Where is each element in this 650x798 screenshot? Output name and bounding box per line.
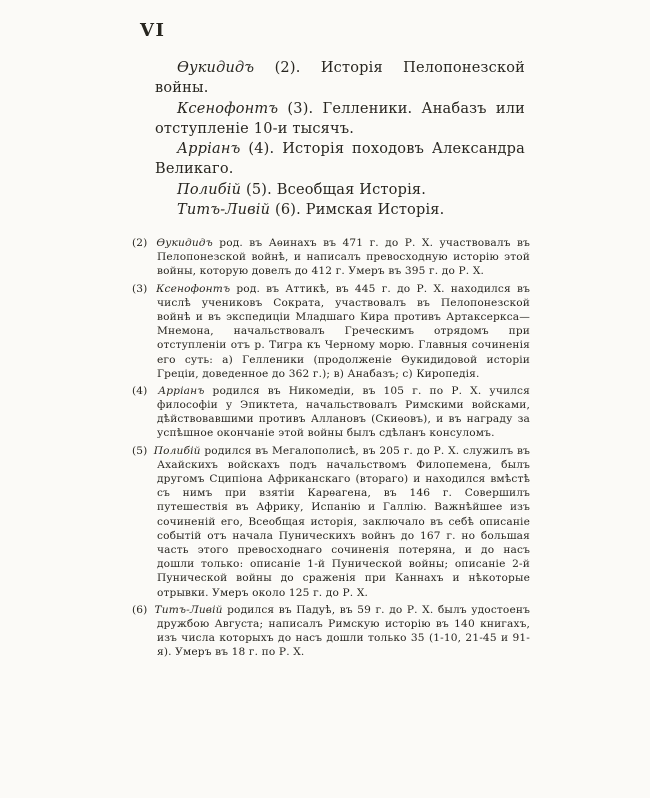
entry-text: Гелленики. Анабазъ или отступленіе 10-и тысячъ.	[155, 100, 526, 137]
entry-ref: (3).	[287, 100, 314, 117]
entry-text: Исторія походовъ Александра Великаго.	[155, 141, 526, 178]
entry-text: Всеобщая Исторія.	[276, 181, 427, 198]
author-name: Полибій	[177, 181, 242, 198]
footnote-author: Ѳукидидъ	[156, 237, 213, 249]
footnote-marker: (3)	[132, 282, 148, 295]
entry	[155, 139, 525, 180]
footnote-author: Ксенофонтъ	[156, 282, 231, 295]
footnote-text: родился въ Мегалополисѣ, въ 205 г. до Р. Х. служилъ въ Ахайскихъ войскахъ подъ начальствомъ Филопемена, былъ другомъ Сципіона Африканскаго (втораго) и находился вмѣстѣ съ нимъ при взятіи Карѳагена, въ 146 г. Совершилъ путешествія въ Африку, Испанію и Галлію. Важнѣйшее изъ сочиненій его, Всеобщая исторія, заключало въ себѣ описаніе событій отъ начала Пуническихъ войнъ до 167 г. но большая часть этого превосходнаго сочиненія потеряна, и до насъ дошли только: описаніе 1-й Пунической войны; описаніе 2-й Пунической войны до сраженія при Каннахъ и нѣкоторые отрывки. Умеръ около 125 г. до Р. Х.	[157, 444, 530, 599]
entry	[155, 200, 525, 220]
author-name: Ксенофонтъ	[177, 100, 279, 117]
footnote-author: Титъ-Ливій	[154, 603, 223, 616]
footnote-text: род. въ Аѳинахъ въ 471 г. до Р. Х. участвовалъ въ Пелопонезской войнѣ, и написалъ превосходную исторію этой войны, которую довелъ до 412 г. Умеръ въ 395 г. до Р. Х.	[157, 237, 530, 278]
footnote-marker: (2)	[132, 237, 148, 249]
author-name: Арріанъ	[177, 141, 241, 158]
entry-text: Римская Исторія.	[305, 202, 445, 219]
entry-ref: (2).	[274, 60, 301, 76]
footnote-author: Полибій	[153, 444, 201, 457]
footnote-marker: (6)	[132, 603, 148, 616]
entry-ref: (4).	[248, 141, 275, 158]
footnote-text: родился въ Никомедіи, въ 105 г. по Р. Х. учился философіи у Эпиктета, начальствовалъ Римскими войсками, дѣйствовавшими противъ Аллановъ (Скиѳовъ), и въ награду за успѣшное окончаніе этой войны былъ сдѣланъ консуломъ.	[157, 384, 530, 440]
footnotes-block	[132, 236, 530, 662]
author-name: Ѳукидидъ	[177, 60, 255, 76]
entry-ref: (5).	[246, 181, 272, 198]
footnote	[132, 282, 530, 381]
footnote-text: род. въ Аттикѣ, въ 445 г. до Р. Х. находился въ числѣ учениковъ Сократа, участвовалъ въ Пелопонезской войнѣ и въ экспедиціи Младшаго Кира противъ Артаксеркса—Мнемона, начальствовалъ Греческимъ отрядомъ при отступленіи отъ р. Тигра къ Черному морю. Главныя сочиненія его суть: а) Гелленики (продолженіе Ѳукидидовой исторіи Греціи, доведенное до 362 г.); в) Анабазъ; с) Киропедія.	[157, 282, 530, 380]
footnote	[132, 236, 530, 279]
footnote	[132, 384, 530, 441]
footnote-text: родился въ Падуѣ, въ 59 г. до Р. Х. былъ удостоенъ дружбою Августа; написалъ Римскую исторію въ 140 книгахъ, изъ числа которыхъ до насъ дошли только 35 (1-10, 21-45 и 91-я). Умеръ въ 18 г. по Р. Х.	[157, 603, 530, 659]
entry	[155, 180, 525, 200]
footnote-author: Арріанъ	[158, 384, 205, 397]
footnote-marker: (4)	[132, 384, 148, 397]
page-number: VI	[140, 20, 166, 41]
entry-ref: (6).	[275, 202, 301, 219]
footnote	[132, 444, 530, 600]
main-text-block	[155, 58, 525, 220]
footnote-marker: (5)	[132, 444, 148, 457]
author-name: Титъ-Ливій	[177, 202, 271, 219]
entry	[155, 99, 525, 140]
entry	[155, 58, 525, 99]
entry-text: Исторія Пелопонезской войны.	[155, 60, 525, 97]
footnote	[132, 603, 530, 660]
